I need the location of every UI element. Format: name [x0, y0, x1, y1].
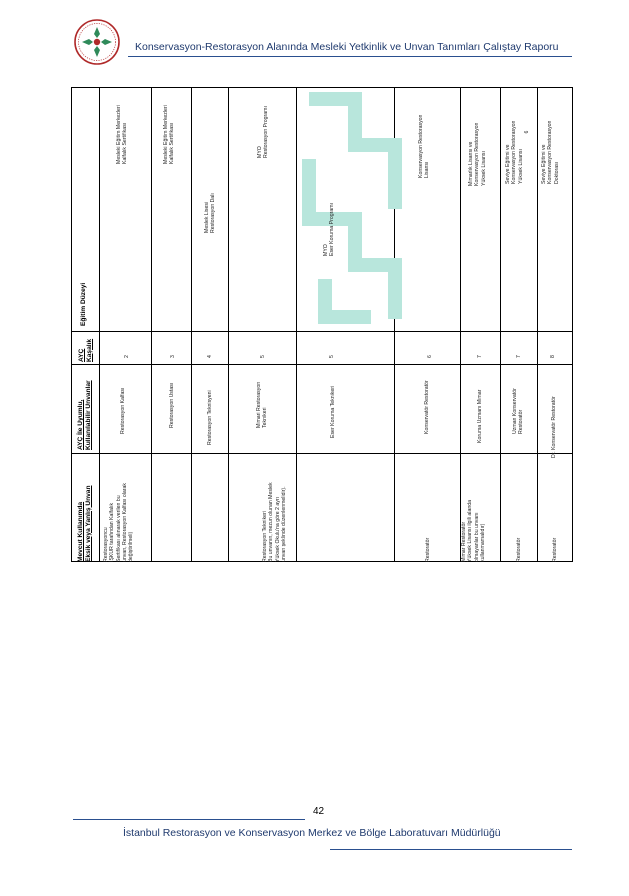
cell-kademe: 7 [516, 355, 522, 358]
cell-kademe: 6 [427, 355, 433, 358]
cell-egitim: Seviye Eğitimi ve Konservasyon Restorasyon Doktorası [541, 120, 560, 184]
table-row-divider [72, 453, 572, 454]
qualification-table [71, 87, 573, 562]
table-row-divider [72, 331, 572, 332]
cell-unvan: Uzman Konservatör Restoratör [512, 388, 525, 434]
cell-egitim: Meslek Lisesi Restorasyon Dalı [204, 193, 217, 233]
table-column-divider [99, 88, 100, 561]
header-egitim: Eğitim Düzeyi [80, 282, 87, 326]
cell-unvan: Konservatör Restoratör [424, 380, 430, 434]
cell-egitim: Mesleki Eğitim Merkezleri Kalfalık Sertifikası [163, 105, 176, 164]
header-title: Konservasyon-Restorasyon Alanında Mesleki Yetkinlik ve Unvan Tanımları Çalıştay Raporu [135, 41, 559, 53]
cell-unvan: Mimari Restorasyon Teknikeri [256, 381, 269, 428]
cell-mevcut: Restoratör [425, 537, 431, 562]
header-ayc-unvan: AYÇ İle Uyumlu, Kullanılabilir Unvanlar [77, 380, 92, 450]
cell-kademe: 3 [170, 355, 176, 358]
cell-unvan: Restorasyon Teknisyeni [207, 390, 213, 445]
footer-rule [73, 819, 305, 820]
watermark-pattern [295, 89, 409, 327]
cell-mevcut: Restorasyoncu İŞKUR tarafından Kalfalık Sertifikası alınarak verilen bu unvan, Restorasyon Kalfası olarak değiştirilmeli) [103, 482, 135, 562]
cell-mevcut: Mimar Restoratör Yüksek Lisansı ilgili alanda olmayanlar bu unvanı kullanmamalıdır) [461, 500, 486, 562]
cell-mevcut: Restoratör [516, 537, 522, 562]
cell-mevcut: Restorasyon Teknikeri Bu unvanın, mezun olunan Meslek Yüksek Okulu'na göre 2 ayrı unvan şeklinde düzenlenmelidir). [262, 482, 287, 562]
table-column-divider [151, 88, 152, 561]
page-number: 42 [313, 806, 325, 817]
table-row-divider [72, 364, 572, 365]
footer-rule [330, 849, 572, 850]
institution-logo [73, 18, 121, 66]
cell-egitim: Mesleki Eğitim Merkezleri Kalfalık Sertifikası [116, 105, 129, 164]
cell-unvan: Restorasyon Ustası [169, 382, 175, 428]
cell-unvan: Eser Koruma Teknikeri [330, 385, 336, 438]
cell-kademe: 8 [550, 355, 556, 358]
cell-kademe: 7 [477, 355, 483, 358]
cell-kademe: 5 [260, 355, 266, 358]
table-column-divider [537, 88, 538, 561]
footer-title: İstanbul Restorasyon ve Konservasyon Merkez ve Bölge Laboratuvarı Müdürlüğü [123, 827, 501, 839]
table-column-divider [191, 88, 192, 561]
cell-egitim: Konservasyon Restorasyon Lisansı [418, 114, 431, 178]
header-rule [128, 56, 572, 57]
cell-kademe: 4 [207, 355, 213, 358]
cell-unvan: Restorasyon Kalfası [120, 387, 126, 434]
table-column-divider [228, 88, 229, 561]
cell-kademe: 2 [124, 355, 130, 358]
header-ayc-kademe: AYÇ Kaşalık [78, 338, 93, 362]
cell-mevcut: Restoratör [552, 537, 558, 562]
cell-egitim: Mimarlık Lisansı ve Konservasyon Restorasyon Yüksek Lisansı [468, 122, 487, 186]
cell-egitim: MYO Restorasyon Programı [257, 106, 270, 158]
cell-egitim: MYO Eser Koruma Programı [323, 202, 336, 256]
cell-egitim: Seviye Eğitimi ve Konservasyon Restorasyon Yüksek Lisansı 6 [505, 120, 530, 184]
table-column-divider [460, 88, 461, 561]
cell-kademe: 5 [329, 355, 335, 358]
cell-unvan: Dr. Konservatör Restoratör [551, 396, 557, 458]
header-mevcut: Mevcut Kullanımda Eksik veya Yanlış Unvan [77, 485, 92, 562]
cell-unvan: Koruma Uzmanı Mimar [477, 389, 483, 443]
table-column-divider [500, 88, 501, 561]
